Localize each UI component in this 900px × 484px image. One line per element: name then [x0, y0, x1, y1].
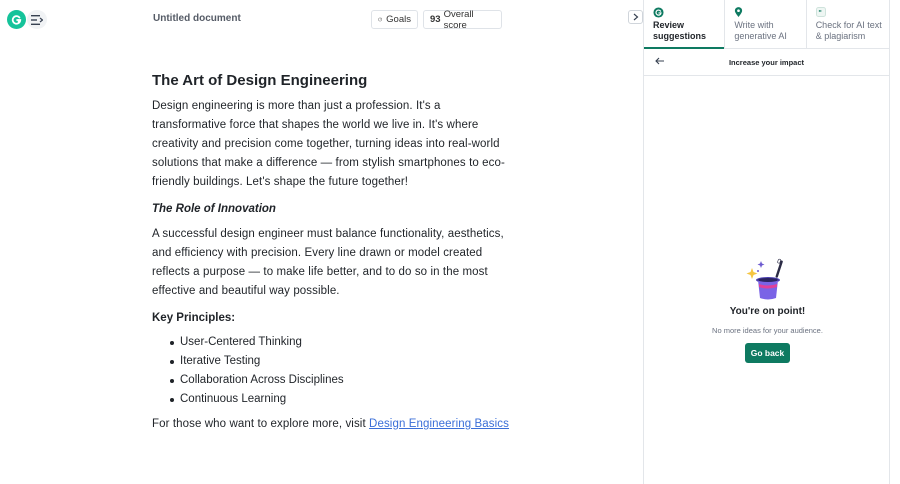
- empty-state-title: You're on point!: [729, 306, 806, 317]
- principles-heading: Key Principles:: [152, 312, 236, 324]
- tab-label: Write with generative AI: [734, 20, 787, 41]
- subhead-title: Increase your impact: [728, 57, 805, 67]
- magic-hat-icon: [744, 258, 792, 302]
- magic-hat-illustration: [744, 258, 792, 302]
- collapse-panel-button[interactable]: [628, 10, 643, 24]
- menu-icon: [31, 15, 43, 25]
- list-item: Continuous Learning: [170, 390, 512, 409]
- tab-label: Review suggestions: [653, 20, 707, 41]
- document-body[interactable]: [152, 70, 512, 442]
- panel-tabs: [644, 0, 889, 49]
- document-title[interactable]: Untitled document: [153, 13, 241, 24]
- outro-text: For those who want to explore more, visit: [152, 418, 370, 430]
- menu-button[interactable]: [27, 10, 47, 29]
- section-subheading: The Role of Innovation: [152, 203, 276, 215]
- intro-paragraph: Design engineering is more than just a profession. It's a transformative force that shapes the world we live in. It's where creativity and precision come together, turning ideas into real-world solutions that make a difference — from stylish smartphones to eco-friendly buildings. Let's shape the future together!: [152, 100, 505, 188]
- list-item: Iterative Testing: [170, 352, 512, 371]
- overall-score-button[interactable]: [423, 10, 502, 29]
- grammarly-icon: [653, 7, 664, 18]
- goals-button[interactable]: [371, 10, 418, 29]
- svg-text:": ": [817, 8, 822, 17]
- back-arrow-button[interactable]: [655, 57, 665, 67]
- quote-icon: [816, 7, 826, 17]
- score-value: 93: [430, 14, 441, 25]
- role-paragraph: A successful design engineer must balance functionality, aesthetics, and efficiency with precision. Every line drawn or model created reflects a purpose — to make life better, and to do so in the most effective and beautiful way possible.: [152, 228, 504, 297]
- tab-generative-ai[interactable]: [725, 0, 806, 48]
- goals-label: Goals: [386, 14, 411, 25]
- assistant-panel: [643, 0, 890, 484]
- tab-ai-plagiarism[interactable]: [807, 0, 889, 48]
- list-item: Collaboration Across Disciplines: [170, 371, 512, 390]
- arrow-left-icon: [655, 57, 665, 65]
- go-back-button[interactable]: Go back: [745, 343, 791, 363]
- grammarly-icon: [10, 13, 23, 26]
- list-item: User-Centered Thinking: [170, 333, 512, 352]
- target-icon: [378, 15, 382, 24]
- pin-icon: [734, 7, 743, 18]
- design-engineering-link[interactable]: Design Engineering Basics: [369, 418, 509, 430]
- outro-paragraph: [152, 415, 512, 434]
- empty-state: [644, 258, 891, 363]
- chevron-right-icon: [633, 13, 639, 21]
- tab-label: Check for AI text & plagiarism: [815, 20, 882, 41]
- panel-subheader: [644, 49, 889, 76]
- document-heading: The Art of Design Engineering: [152, 72, 368, 89]
- principles-list: [170, 333, 512, 409]
- score-label: Overall score: [443, 8, 474, 31]
- grammarly-logo-button[interactable]: [7, 10, 26, 29]
- tab-review-suggestions[interactable]: [644, 0, 725, 48]
- empty-state-subtitle: No more ideas for your audience.: [712, 326, 823, 335]
